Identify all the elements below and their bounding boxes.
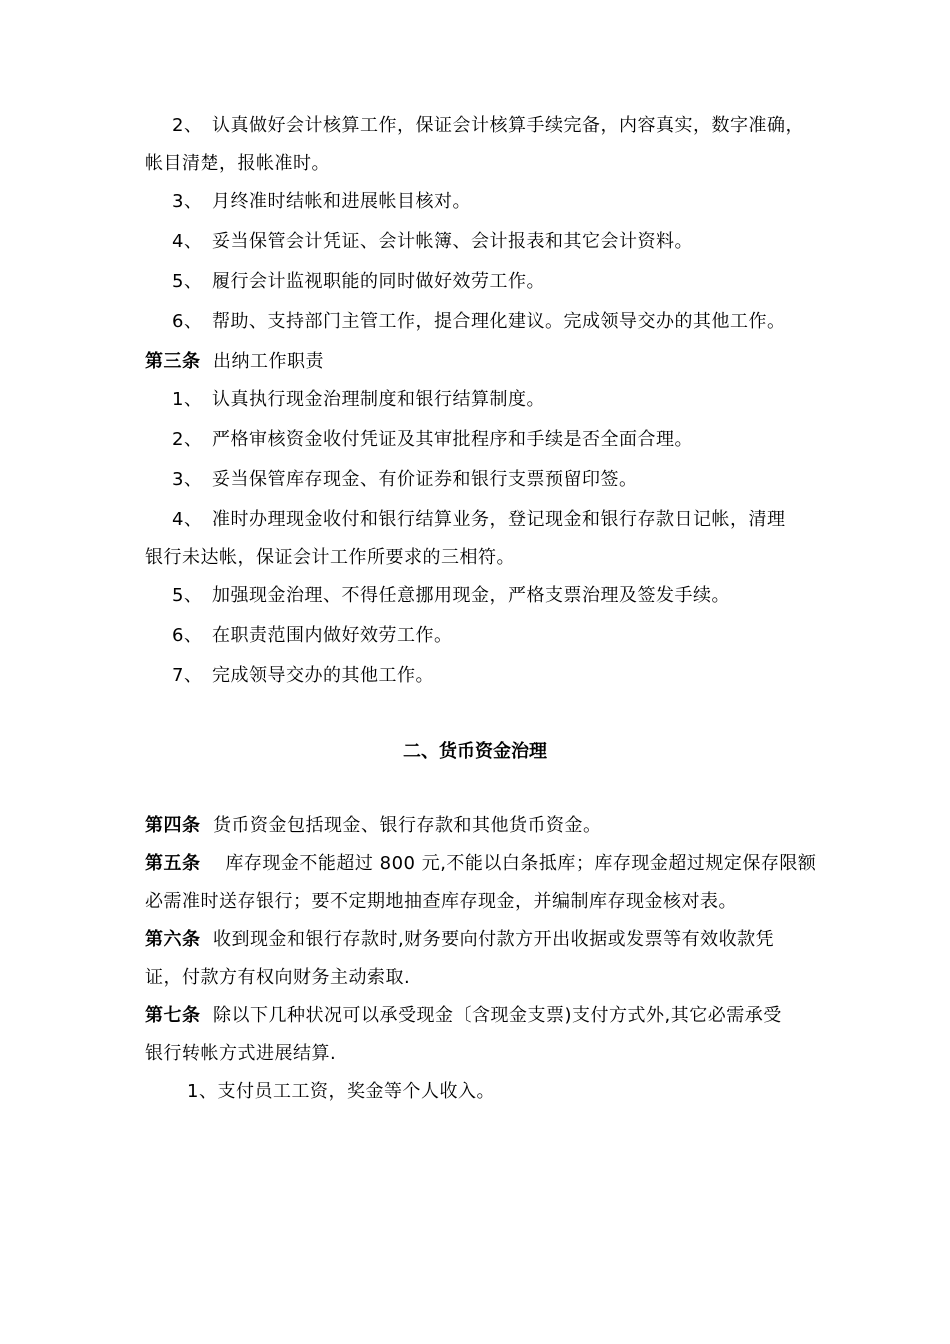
item-number: 3、 bbox=[172, 191, 203, 212]
item-number: 6、 bbox=[172, 311, 203, 332]
item-number: 7、 bbox=[172, 665, 203, 686]
article-text-continuation: 必需准时送存银行；要不定期地抽查库存现金，并编制库存现金核对表。 bbox=[145, 891, 737, 912]
section-title: 二、货币资金治理 bbox=[403, 741, 547, 762]
article-text-continuation: 银行转帐方式进展结算. bbox=[145, 1043, 337, 1064]
article-6 bbox=[145, 928, 774, 952]
article-text: 收到现金和银行存款时,财务要向付款方开出收据或发票等有效收款凭 bbox=[212, 929, 775, 950]
article-label: 第三条 bbox=[145, 351, 201, 372]
item-number: 5、 bbox=[172, 585, 203, 606]
item-number: 1、 bbox=[172, 389, 203, 410]
item-text: 妥当保管库存现金、有价证券和银行支票预留印签。 bbox=[212, 469, 638, 490]
item-text: 在职责范围内做好效劳工作。 bbox=[212, 625, 453, 646]
article-5 bbox=[145, 852, 816, 876]
article-label: 第七条 bbox=[145, 1005, 201, 1026]
item-number: 2、 bbox=[172, 115, 203, 136]
article-7 bbox=[145, 1004, 782, 1028]
item-text: 严格审核资金收付凭证及其审批程序和手续是否全面合理。 bbox=[212, 429, 693, 450]
item-text: 认真做好会计核算工作，保证会计核算手续完备，内容真实，数字准确， bbox=[212, 115, 804, 136]
article-label: 第四条 bbox=[145, 815, 201, 836]
item-text: 月终准时结帐和进展帐目核对。 bbox=[212, 191, 471, 212]
item-text-continuation: 银行未达帐，保证会计工作所要求的三相符。 bbox=[145, 547, 515, 568]
item-number: 4、 bbox=[172, 231, 203, 252]
article-label: 第六条 bbox=[145, 929, 201, 950]
item-text-continuation: 帐目清楚，报帐准时。 bbox=[145, 153, 330, 174]
article-4 bbox=[145, 814, 601, 838]
item-text: 帮助、支持部门主管工作，提合理化建议。完成领导交办的其他工作。 bbox=[212, 311, 786, 332]
item-text: 加强现金治理、不得任意挪用现金，严格支票治理及签发手续。 bbox=[212, 585, 730, 606]
item-number: 6、 bbox=[172, 625, 203, 646]
article-text-continuation: 证，付款方有权向财务主动索取. bbox=[145, 967, 411, 988]
item-number: 4、 bbox=[172, 509, 203, 530]
item-text: 完成领导交办的其他工作。 bbox=[212, 665, 434, 686]
item-number: 2、 bbox=[172, 429, 203, 450]
list-item: 1、支付员工工资，奖金等个人收入。 bbox=[187, 1081, 495, 1102]
article-3 bbox=[145, 350, 324, 374]
item-text: 认真执行现金治理制度和银行结算制度。 bbox=[212, 389, 545, 410]
item-text: 妥当保管会计凭证、会计帐簿、会计报表和其它会计资料。 bbox=[212, 231, 693, 252]
article-text: 除以下几种状况可以承受现金〔含现金支票)支付方式外,其它必需承受 bbox=[212, 1005, 782, 1026]
article-text: 货币资金包括现金、银行存款和其他货币资金。 bbox=[212, 815, 602, 836]
article-label: 第五条 bbox=[145, 853, 201, 874]
item-number: 3、 bbox=[172, 469, 203, 490]
article-text: 库存现金不能超过 800 元,不能以白条抵库；库存现金超过规定保存限额 bbox=[225, 853, 817, 874]
item-number: 5、 bbox=[172, 271, 203, 292]
item-text: 履行会计监视职能的同时做好效劳工作。 bbox=[212, 271, 545, 292]
article-text: 出纳工作职责 bbox=[212, 351, 324, 372]
item-text: 准时办理现金收付和银行结算业务，登记现金和银行存款日记帐，清理 bbox=[212, 509, 786, 530]
